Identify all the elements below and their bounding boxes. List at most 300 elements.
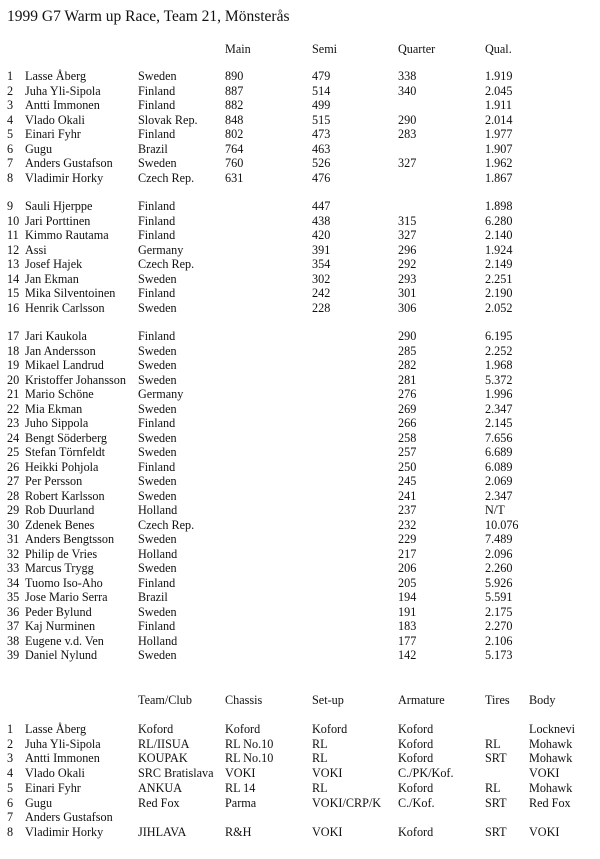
table-row	[0, 619, 600, 633]
table-row	[0, 532, 600, 546]
cell-country: Finland	[138, 619, 176, 633]
cell-qual: 6.195	[485, 329, 513, 343]
cell-name: Vlado Okali	[25, 766, 85, 781]
cell-qual: 10.076	[485, 517, 519, 532]
cell-num: 22	[7, 401, 20, 416]
cell-country: Sweden	[138, 372, 177, 387]
cell-name: Mikael Landrud	[25, 358, 104, 372]
header-team: Team/Club	[138, 693, 192, 707]
cell-quarter: 281	[398, 372, 417, 387]
cell-semi: 476	[312, 170, 331, 185]
cell-name: Vlado Okali	[25, 112, 85, 127]
table-row	[0, 722, 600, 736]
cell-semi: 302	[312, 271, 331, 286]
cell-qual: 2.052	[485, 300, 513, 315]
cell-num: 5	[7, 127, 14, 141]
cell-country: Brazil	[138, 590, 168, 604]
table-row	[0, 142, 600, 156]
table-row	[0, 171, 600, 185]
cell-num: 26	[7, 459, 20, 474]
cell-qual: 7.489	[485, 532, 513, 546]
cell-setup: RL	[312, 736, 328, 751]
cell-body: Red Fox	[529, 795, 571, 810]
table-row	[0, 344, 600, 358]
cell-quarter: 340	[398, 83, 417, 98]
cell-num: 32	[7, 546, 20, 561]
cell-country: Sweden	[138, 69, 177, 83]
cell-qual: 1.898	[485, 199, 513, 213]
cell-tires: SRT	[485, 751, 507, 766]
cell-team: SRC Bratislava	[138, 766, 214, 781]
cell-country: Holland	[138, 503, 178, 517]
table-row	[0, 301, 600, 315]
cell-num: 20	[7, 372, 20, 387]
cell-main: 882	[225, 98, 244, 112]
cell-quarter: 206	[398, 561, 417, 575]
cell-quarter: 257	[398, 445, 417, 459]
cell-name: Anders Gustafson	[25, 156, 113, 170]
cell-setup: VOKI	[312, 766, 343, 781]
cell-qual: 1.924	[485, 242, 513, 257]
header-body: Body	[529, 693, 556, 707]
cell-qual: 1.968	[485, 358, 513, 372]
cell-num: 4	[7, 766, 14, 781]
cell-country: Sweden	[138, 358, 177, 372]
cell-country: Finland	[138, 98, 176, 112]
cell-num: 3	[7, 751, 14, 766]
cell-qual: 1.919	[485, 69, 513, 83]
cell-qual: 1.911	[485, 98, 512, 112]
cell-main: 848	[225, 112, 244, 127]
cell-name: Mia Ekman	[25, 401, 83, 416]
cell-country: Sweden	[138, 561, 177, 575]
cell-country: Finland	[138, 329, 176, 343]
cell-name: Lasse Åberg	[25, 722, 87, 736]
cell-quarter: 290	[398, 112, 417, 127]
cell-country: Sweden	[138, 343, 177, 358]
cell-num: 1	[7, 69, 14, 83]
table-row	[0, 257, 600, 271]
cell-qual: 7.656	[485, 430, 513, 445]
table-row	[0, 648, 600, 662]
table-row	[0, 373, 600, 387]
cell-num: 21	[7, 387, 20, 401]
cell-armature: Koford	[398, 824, 434, 839]
cell-name: Mika Silventoinen	[25, 286, 116, 300]
cell-semi: 447	[312, 199, 331, 213]
cell-quarter: 276	[398, 387, 417, 401]
cell-main: 631	[225, 170, 244, 185]
cell-country: Sweden	[138, 271, 177, 286]
cell-quarter: 290	[398, 329, 417, 343]
cell-name: Gugu	[25, 795, 53, 810]
cell-num: 6	[7, 795, 14, 810]
cell-qual: 2.140	[485, 228, 513, 242]
cell-qual: 1.962	[485, 156, 513, 170]
cell-quarter: 194	[398, 590, 417, 604]
cell-num: 12	[7, 242, 20, 257]
cell-armature: C./PK/Kof.	[398, 766, 454, 781]
cell-semi: 514	[312, 83, 331, 98]
cell-num: 16	[7, 300, 20, 315]
cell-country: Sweden	[138, 401, 177, 416]
results-header	[0, 41, 600, 57]
cell-num: 4	[7, 112, 14, 127]
cell-team: Red Fox	[138, 795, 180, 810]
table-row	[0, 387, 600, 401]
cell-name: Jari Kaukola	[25, 329, 87, 343]
cell-country: Finland	[138, 83, 176, 98]
table-row	[0, 796, 600, 810]
cell-country: Holland	[138, 633, 178, 648]
cell-name: Philip de Vries	[25, 546, 98, 561]
cell-num: 13	[7, 257, 20, 271]
cell-chassis: R&H	[225, 824, 252, 839]
cell-country: Finland	[138, 213, 176, 228]
table-row	[0, 460, 600, 474]
cell-quarter: 177	[398, 633, 417, 648]
cell-name: Peder Bylund	[25, 604, 92, 619]
table-row	[0, 358, 600, 372]
cell-num: 7	[7, 810, 14, 825]
cell-num: 5	[7, 780, 14, 795]
cell-team: Koford	[138, 722, 174, 736]
cell-qual: 5.173	[485, 648, 513, 662]
cell-tires: RL	[485, 736, 501, 751]
cell-name: Henrik Carlsson	[25, 300, 105, 315]
table-row	[0, 329, 600, 343]
header-semi: Semi	[312, 42, 338, 56]
cell-qual: 2.252	[485, 343, 513, 358]
cell-semi: 499	[312, 98, 331, 112]
cell-tires: SRT	[485, 795, 507, 810]
cell-num: 6	[7, 141, 14, 156]
cell-qual: 2.069	[485, 474, 513, 488]
cell-num: 27	[7, 474, 20, 488]
cell-name: Jose Mario Serra	[25, 590, 108, 604]
cell-num: 8	[7, 170, 14, 185]
cell-quarter: 285	[398, 343, 417, 358]
cell-team: KOUPAK	[138, 751, 188, 766]
cell-quarter: 241	[398, 488, 417, 503]
cell-num: 1	[7, 722, 14, 736]
cell-num: 23	[7, 416, 20, 430]
cell-semi: 420	[312, 228, 331, 242]
cell-quarter: 338	[398, 69, 417, 83]
table-row	[0, 503, 600, 517]
cell-country: Sweden	[138, 604, 177, 619]
cell-country: Czech Rep.	[138, 170, 195, 185]
table-row	[0, 272, 600, 286]
cell-body: VOKI	[529, 766, 560, 781]
table-row	[0, 605, 600, 619]
cell-qual: 2.175	[485, 604, 513, 619]
cell-name: Sauli Hjerppe	[25, 199, 93, 213]
table-row	[0, 810, 600, 824]
table-row	[0, 634, 600, 648]
cell-tires: SRT	[485, 824, 507, 839]
header-setup: Set-up	[312, 693, 344, 707]
cell-team: ANKUA	[138, 780, 183, 795]
cell-quarter: 142	[398, 648, 417, 662]
cell-country: Sweden	[138, 430, 177, 445]
cell-quarter: 283	[398, 127, 417, 141]
cell-country: Finland	[138, 286, 176, 300]
cell-semi: 391	[312, 242, 331, 257]
cell-country: Finland	[138, 416, 176, 430]
table-row	[0, 156, 600, 170]
cell-qual: 2.347	[485, 488, 513, 503]
table-row	[0, 737, 600, 751]
cell-num: 34	[7, 575, 20, 590]
header-main: Main	[225, 42, 251, 56]
cell-qual: 5.591	[485, 590, 513, 604]
table-row	[0, 766, 600, 780]
cell-country: Sweden	[138, 474, 177, 488]
cell-qual: 6.689	[485, 445, 513, 459]
cell-country: Czech Rep.	[138, 517, 195, 532]
cell-semi: 354	[312, 257, 331, 271]
table-row	[0, 781, 600, 795]
cell-name: Marcus Trygg	[25, 561, 94, 575]
cell-qual: 1.996	[485, 387, 513, 401]
cell-num: 8	[7, 824, 14, 839]
cell-quarter: 205	[398, 575, 417, 590]
table-row	[0, 489, 600, 503]
table-row	[0, 199, 600, 213]
cell-country: Holland	[138, 546, 178, 561]
cell-name: Josef Hajek	[25, 257, 83, 271]
cell-armature: Koford	[398, 751, 434, 766]
cell-country: Finland	[138, 127, 176, 141]
cell-main: 760	[225, 156, 244, 170]
cell-setup: VOKI/CRP/K	[312, 795, 382, 810]
cell-quarter: 258	[398, 430, 417, 445]
cell-qual: 2.149	[485, 257, 513, 271]
cell-team: RL/IISUA	[138, 736, 190, 751]
cell-qual: 2.045	[485, 83, 513, 98]
cell-qual: 2.145	[485, 416, 513, 430]
cell-armature: Koford	[398, 780, 434, 795]
table-row	[0, 69, 600, 83]
cell-chassis: VOKI	[225, 766, 256, 781]
cell-setup: VOKI	[312, 824, 343, 839]
cell-chassis: Koford	[225, 722, 261, 736]
table-row	[0, 127, 600, 141]
cell-name: Robert Karlsson	[25, 488, 105, 503]
table-row	[0, 576, 600, 590]
table-row	[0, 547, 600, 561]
cell-setup: Koford	[312, 722, 348, 736]
cell-qual: 5.372	[485, 372, 513, 387]
cell-qual: 2.014	[485, 112, 513, 127]
cell-semi: 242	[312, 286, 331, 300]
cell-chassis: RL 14	[225, 780, 256, 795]
cell-armature: Koford	[398, 736, 434, 751]
cell-num: 25	[7, 445, 20, 459]
cell-num: 31	[7, 532, 20, 546]
cell-name: Antti Immonen	[25, 98, 100, 112]
cell-name: Tuomo Iso-Aho	[25, 575, 103, 590]
cell-semi: 463	[312, 141, 331, 156]
cell-quarter: 266	[398, 416, 417, 430]
cell-country: Finland	[138, 459, 176, 474]
cell-semi: 438	[312, 213, 331, 228]
cell-qual: 2.270	[485, 619, 513, 633]
cell-main: 802	[225, 127, 244, 141]
cell-quarter: 269	[398, 401, 417, 416]
cell-name: Daniel Nylund	[25, 648, 98, 662]
cell-chassis: Parma	[225, 795, 257, 810]
cell-num: 14	[7, 271, 20, 286]
cell-body: VOKI	[529, 824, 560, 839]
cell-num: 9	[7, 199, 14, 213]
cell-semi: 515	[312, 112, 331, 127]
table-row	[0, 474, 600, 488]
cell-name: Kimmo Rautama	[25, 228, 109, 242]
cell-name: Vladimir Horky	[25, 170, 104, 185]
cell-name: Juha Yli-Sipola	[25, 83, 101, 98]
cell-country: Brazil	[138, 141, 168, 156]
cell-country: Finland	[138, 575, 176, 590]
cell-chassis: RL No.10	[225, 736, 274, 751]
cell-name: Lasse Åberg	[25, 69, 87, 83]
cell-armature: C./Kof.	[398, 795, 435, 810]
cell-name: Jan Ekman	[25, 271, 79, 286]
cell-name: Einari Fyhr	[25, 780, 81, 795]
table-row	[0, 98, 600, 112]
cell-name: Bengt Söderberg	[25, 430, 108, 445]
cell-country: Sweden	[138, 300, 177, 315]
cell-qual: 1.867	[485, 170, 513, 185]
cell-quarter: 293	[398, 271, 417, 286]
cell-country: Czech Rep.	[138, 257, 195, 271]
cell-num: 15	[7, 286, 20, 300]
cell-body: Locknevi	[529, 722, 576, 736]
page-title: 1999 G7 Warm up Race, Team 21, Mönsterås	[7, 8, 290, 25]
table-row	[0, 825, 600, 839]
cell-name: Stefan Törnfeldt	[25, 445, 105, 459]
cell-qual: 1.977	[485, 127, 513, 141]
cell-name: Gugu	[25, 141, 53, 156]
table-row	[0, 214, 600, 228]
cell-num: 18	[7, 343, 20, 358]
cell-country: Germany	[138, 387, 184, 401]
cell-country: Sweden	[138, 445, 177, 459]
cell-setup: RL	[312, 751, 328, 766]
cell-num: 7	[7, 156, 14, 170]
cell-num: 11	[7, 228, 19, 242]
cell-quarter: 191	[398, 604, 417, 619]
cell-quarter: 232	[398, 517, 417, 532]
cell-name: Einari Fyhr	[25, 127, 81, 141]
table-row	[0, 518, 600, 532]
cell-semi: 228	[312, 300, 331, 315]
cell-name: Juho Sippola	[25, 416, 89, 430]
cell-country: Slovak Rep.	[138, 112, 198, 127]
cell-quarter: 327	[398, 156, 417, 170]
table-row	[0, 590, 600, 604]
table-row	[0, 113, 600, 127]
cell-quarter: 217	[398, 546, 417, 561]
cell-country: Germany	[138, 242, 184, 257]
table-row	[0, 243, 600, 257]
cell-qual: 2.190	[485, 286, 513, 300]
cell-num: 3	[7, 98, 14, 112]
cell-body: Mohawk	[529, 736, 573, 751]
cell-semi: 473	[312, 127, 331, 141]
cell-main: 887	[225, 83, 244, 98]
cell-country: Sweden	[138, 648, 177, 662]
header-quarter: Quarter	[398, 42, 436, 56]
cell-setup: RL	[312, 780, 328, 795]
cell-chassis: RL No.10	[225, 751, 274, 766]
table-row	[0, 286, 600, 300]
cell-quarter: 292	[398, 257, 417, 271]
cell-qual: 2.347	[485, 401, 513, 416]
cell-name: Anders Bengtsson	[25, 532, 115, 546]
cell-country: Finland	[138, 199, 176, 213]
header-qual: Qual.	[485, 42, 512, 56]
cell-name: Eugene v.d. Ven	[25, 633, 104, 648]
cell-quarter: 229	[398, 532, 417, 546]
cell-name: Anders Gustafson	[25, 810, 113, 825]
cell-qual: 6.280	[485, 213, 513, 228]
equipment-header	[0, 692, 600, 708]
table-row	[0, 445, 600, 459]
cell-qual: 5.926	[485, 575, 513, 590]
cell-quarter: 315	[398, 213, 417, 228]
cell-tires: RL	[485, 780, 501, 795]
table-row	[0, 84, 600, 98]
cell-armature: Koford	[398, 722, 434, 736]
cell-num: 19	[7, 358, 20, 372]
table-row	[0, 402, 600, 416]
cell-qual: N/T	[485, 503, 505, 517]
cell-name: Juha Yli-Sipola	[25, 736, 101, 751]
cell-name: Antti Immonen	[25, 751, 100, 766]
cell-quarter: 250	[398, 459, 417, 474]
cell-name: Mario Schöne	[25, 387, 94, 401]
table-row	[0, 228, 600, 242]
header-chassis: Chassis	[225, 693, 263, 707]
table-row	[0, 751, 600, 765]
cell-body: Mohawk	[529, 780, 573, 795]
cell-qual: 1.907	[485, 141, 513, 156]
cell-num: 39	[7, 648, 20, 662]
cell-num: 24	[7, 430, 20, 445]
cell-num: 2	[7, 736, 14, 751]
table-row	[0, 561, 600, 575]
cell-main: 764	[225, 141, 244, 156]
cell-num: 10	[7, 213, 20, 228]
cell-name: Assi	[25, 242, 47, 257]
cell-quarter: 183	[398, 619, 417, 633]
cell-quarter: 306	[398, 300, 417, 315]
cell-num: 30	[7, 517, 20, 532]
cell-qual: 2.251	[485, 271, 513, 286]
table-row	[0, 416, 600, 430]
cell-quarter: 301	[398, 286, 417, 300]
cell-name: Per Persson	[25, 474, 83, 488]
cell-body: Mohawk	[529, 751, 573, 766]
cell-qual: 2.096	[485, 546, 513, 561]
header-armature: Armature	[398, 693, 445, 707]
cell-quarter: 237	[398, 503, 417, 517]
cell-qual: 6.089	[485, 459, 513, 474]
cell-quarter: 296	[398, 242, 417, 257]
cell-country: Sweden	[138, 156, 177, 170]
